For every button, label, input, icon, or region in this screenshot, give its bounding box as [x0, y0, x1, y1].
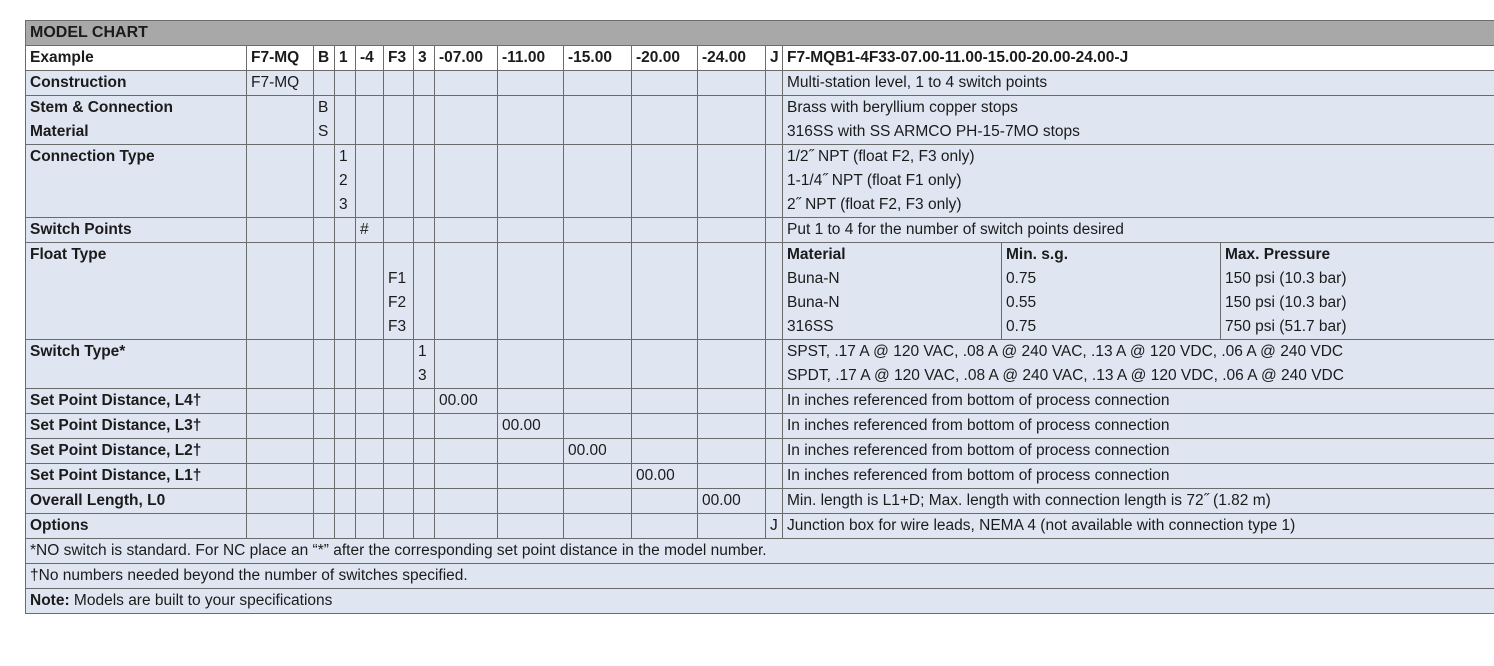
overall-length-desc: Min. length is L1+D; Max. length with connection length is 72˝ (1.82 m): [783, 489, 1494, 514]
model-chart-table: [25, 20, 1494, 614]
switch-points-code: #: [356, 218, 384, 243]
connection-desc: 1/2˝ NPT (float F2, F3 only): [787, 148, 975, 165]
example-code: -4: [356, 46, 384, 71]
setpoint-code: 00.00: [564, 439, 632, 464]
float-material: 316SS: [787, 318, 834, 335]
switch-type-label: Switch Type*: [26, 340, 247, 389]
setpoint-label: Set Point Distance, L3†: [26, 414, 247, 439]
example-full-model: F7-MQB1-4F33-07.00-11.00-15.00-20.00-24.00-J: [783, 46, 1494, 71]
float-material: Buna-N: [787, 294, 840, 311]
stem-code: S: [318, 123, 329, 140]
example-code: -20.00: [632, 46, 698, 71]
options-row: [26, 514, 1494, 539]
connection-code: 2: [339, 172, 348, 189]
float-spec-table: [783, 243, 1494, 340]
float-codes: [384, 243, 414, 340]
footnote-nc: *NO switch is standard. For NC place an “*” after the corresponding set point distance in the model number.: [26, 539, 1494, 564]
connection-desc: 2˝ NPT (float F2, F3 only): [787, 196, 962, 213]
float-sg-column: [1002, 243, 1221, 339]
stem-desc: 316SS with SS ARMCO PH-15-7MO stops: [787, 123, 1080, 140]
connection-label: Connection Type: [26, 145, 247, 218]
note-label: Note:: [30, 592, 70, 609]
example-code: B: [314, 46, 335, 71]
note-row: [26, 589, 1494, 614]
float-header: Min. s.g.: [1006, 246, 1068, 263]
example-code: -11.00: [498, 46, 564, 71]
setpoint-label: Set Point Distance, L1†: [26, 464, 247, 489]
setpoint-code: 00.00: [632, 464, 698, 489]
connection-codes: [335, 145, 356, 218]
setpoint-l3-row: [26, 414, 1494, 439]
switch-type-code: 3: [418, 367, 427, 384]
setpoint-desc: In inches referenced from bottom of process connection: [783, 389, 1494, 414]
float-header: Max. Pressure: [1225, 246, 1331, 263]
setpoint-desc: In inches referenced from bottom of process connection: [783, 464, 1494, 489]
switch-type-code: 1: [418, 343, 427, 360]
switch-type-codes: [414, 340, 435, 389]
switch-type-desc: SPST, .17 A @ 120 VAC, .08 A @ 240 VAC, .13 A @ 120 VDC, .06 A @ 240 VDC: [787, 343, 1344, 360]
stem-label-line2: Material: [30, 123, 89, 140]
float-header: Material: [787, 246, 846, 263]
stem-descs: [783, 96, 1494, 145]
float-sg: 0.75: [1006, 270, 1037, 287]
footnote-dagger-row: [26, 564, 1494, 589]
float-material-column: [787, 243, 1002, 339]
switch-type-descs: [783, 340, 1494, 389]
float-code: F2: [388, 294, 407, 311]
options-label: Options: [26, 514, 247, 539]
construction-code: F7-MQ: [247, 71, 314, 96]
overall-length-label: Overall Length, L0: [26, 489, 247, 514]
example-code: J: [766, 46, 783, 71]
example-code: F7-MQ: [247, 46, 314, 71]
float-pressure: 150 psi (10.3 bar): [1225, 270, 1347, 287]
options-desc: Junction box for wire leads, NEMA 4 (not available with connection type 1): [783, 514, 1494, 539]
switch-points-row: [26, 218, 1494, 243]
example-label: Example: [26, 46, 247, 71]
float-code: F3: [388, 318, 407, 335]
connection-code: 3: [339, 196, 348, 213]
float-row: [26, 243, 1494, 340]
connection-row: [26, 145, 1494, 218]
switch-points-desc: Put 1 to 4 for the number of switch points desired: [783, 218, 1494, 243]
construction-desc: Multi-station level, 1 to 4 switch points: [783, 71, 1494, 96]
example-row: [26, 46, 1494, 71]
switch-points-label: Switch Points: [26, 218, 247, 243]
float-pressure: 150 psi (10.3 bar): [1225, 294, 1347, 311]
overall-length-row: [26, 489, 1494, 514]
note-text: Models are built to your specifications: [69, 592, 333, 609]
float-code: F1: [388, 270, 407, 287]
title-row: [26, 21, 1494, 46]
float-material: Buna-N: [787, 270, 840, 287]
example-code: -07.00: [435, 46, 498, 71]
float-sg: 0.75: [1006, 318, 1037, 335]
setpoint-desc: In inches referenced from bottom of process connection: [783, 439, 1494, 464]
example-code: 1: [335, 46, 356, 71]
example-code: F3: [384, 46, 414, 71]
setpoint-l2-row: [26, 439, 1494, 464]
setpoint-code: 00.00: [498, 414, 564, 439]
footnote-dagger: †No numbers needed beyond the number of switches specified.: [26, 564, 1494, 589]
setpoint-l4-row: [26, 389, 1494, 414]
overall-length-code: 00.00: [698, 489, 766, 514]
note: [26, 589, 1494, 614]
stem-row: [26, 96, 1494, 145]
setpoint-label: Set Point Distance, L2†: [26, 439, 247, 464]
float-pressure: 750 psi (51.7 bar): [1225, 318, 1347, 335]
footnote-nc-row: [26, 539, 1494, 564]
switch-type-row: [26, 340, 1494, 389]
chart-title: MODEL CHART: [26, 21, 1494, 46]
construction-row: [26, 71, 1494, 96]
model-chart: [25, 20, 1484, 614]
float-pressure-column: [1221, 243, 1347, 339]
stem-label-line1: Stem & Connection: [30, 99, 173, 116]
construction-label: Construction: [26, 71, 247, 96]
connection-descs: [783, 145, 1494, 218]
stem-code: B: [318, 99, 329, 116]
setpoint-label: Set Point Distance, L4†: [26, 389, 247, 414]
setpoint-code: 00.00: [435, 389, 498, 414]
example-code: 3: [414, 46, 435, 71]
connection-desc: 1-1/4˝ NPT (float F1 only): [787, 172, 962, 189]
stem-codes: [314, 96, 335, 145]
options-code: J: [766, 514, 783, 539]
connection-code: 1: [339, 148, 348, 165]
example-code: -24.00: [698, 46, 766, 71]
float-label: Float Type: [26, 243, 247, 340]
switch-type-desc: SPDT, .17 A @ 120 VAC, .08 A @ 240 VAC, .13 A @ 120 VDC, .06 A @ 240 VDC: [787, 367, 1344, 384]
setpoint-desc: In inches referenced from bottom of process connection: [783, 414, 1494, 439]
example-code: -15.00: [564, 46, 632, 71]
float-sg: 0.55: [1006, 294, 1037, 311]
setpoint-l1-row: [26, 464, 1494, 489]
stem-label: [26, 96, 247, 145]
stem-desc: Brass with beryllium copper stops: [787, 99, 1018, 116]
